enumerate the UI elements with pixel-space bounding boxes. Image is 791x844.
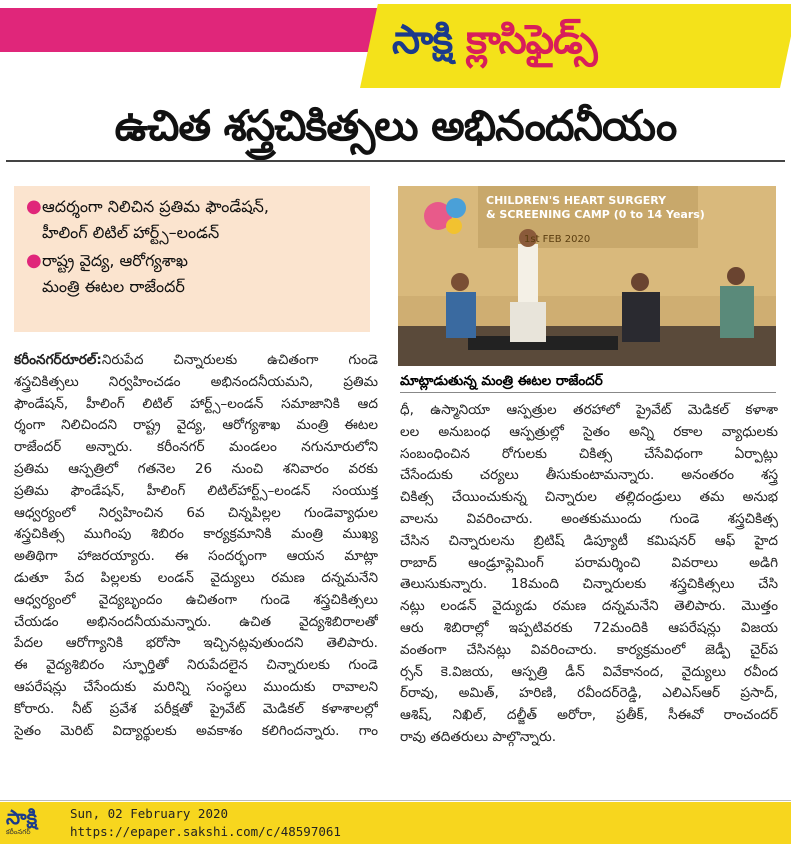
- article-line: రావు తదితరులు పాల్గొన్నారు.: [400, 728, 557, 745]
- highlight-item: [26, 194, 360, 246]
- article-line: చేయడం అభినందనీయమన్నారు. ఉచిత వైద్యశిబిరాలతో: [14, 613, 378, 630]
- article-line: అతిథిగా హాజరయ్యారు. ఈ సందర్భంగా ఆయన మాట్లా: [14, 548, 378, 565]
- article-line: ఆధ్వర్యంలో నిర్వహించిన 6వ చిన్నపిల్లల గుండెవ్యాధుల: [14, 504, 378, 521]
- article-line: సంబంధించిన రోగులకు చికిత్స చేసేవిధంగా ఏర్పాట్లు: [400, 445, 778, 462]
- bullet-dot-icon: ●: [26, 250, 42, 271]
- article-line: రాజేందర్ అన్నారు. కరీంనగర్ మండలం నగునూరులోని: [14, 439, 378, 456]
- article-line: చేసిన చిన్నారులను బ్రిటిష్ డిప్యూటీ కమిషనర్ ఆఫ్ హైద: [400, 532, 778, 549]
- article-line: తెలుసుకున్నారు. 18మంది చిన్నారులకు శస్త్రచికిత్సలు చేసి: [400, 576, 778, 593]
- article-line: లల అనుబంధ ఆస్పత్రుల్లో సైతం అన్ని రకాల వ్యాధులకు: [400, 423, 778, 440]
- header-magenta-bar: [0, 8, 410, 52]
- article-column-right: [400, 400, 778, 749]
- article-line: ధీ, ఉస్మానియా ఆస్పత్రుల తరహాలో ప్రైవేట్ మెడికల్ కళాశా: [400, 402, 778, 418]
- article-line-text: నిరుపేద చిన్నారులకు ఉచితంగా గుండె: [101, 352, 378, 368]
- bullet-dot-icon: ●: [26, 196, 42, 217]
- article-line: ఫౌండేషన్, హీలింగ్ లిటిల్ హార్ట్స్–లండన్ సమాజానికి ఆద: [14, 395, 378, 412]
- photo-date: 1st FEB 2020: [524, 234, 591, 245]
- footer-date: Sun, 02 February 2020: [70, 806, 229, 821]
- photo-banner-line: & SCREENING CAMP (0 to 14 Years): [486, 208, 705, 221]
- article-line: కోరారు. నీట్ ప్రవేశ పరీక్షతో ప్రైవేట్ మెడికల్ కళాశాలల్లో: [14, 700, 378, 717]
- article-line: పేదల ఆరోగ్యానికి భరోసా ఇచ్చినట్లవుతుందని తెలిపారు.: [14, 635, 378, 652]
- article-line: చేసేందుకు చర్యలు తీసుకుంటామన్నారు. అనంతరం శస్త్ర: [400, 467, 778, 484]
- headline-rule: [6, 160, 785, 162]
- footer-edition: కరీంనగర్: [6, 828, 31, 836]
- article-line: ర్సన్ కె.విజయ, ఆస్పత్రి డీన్ వివేకానంద, వైద్యులు రవీంద: [400, 663, 778, 680]
- footer-logo: [6, 806, 62, 840]
- photo-banner: [486, 194, 705, 222]
- footer-url-link[interactable]: https://epaper.sakshi.com/c/48597061: [70, 824, 341, 839]
- footer-brand: సాక్షి: [6, 805, 38, 829]
- article-column-left: [14, 350, 378, 742]
- headline: ఉచిత శస్త్రచికిత్సలు అభినందనీయం: [114, 101, 677, 150]
- highlights-box: [14, 186, 370, 332]
- article-line: డుతూ పేద పిల్లలకు లండన్ వైద్యులు రమణ దన్నమనేని: [14, 569, 378, 586]
- article-line: ఆపరేషన్లు చేసేందుకు మరిన్ని సంస్థలు ముందుకు రావాలని: [14, 678, 378, 695]
- article-line: ప్రతిమ ఫౌండేషన్, హీలింగ్ లిటిల్‌హార్ట్స్–లండన్ సంయుక్త: [14, 482, 378, 499]
- article-line: రాబాద్ ఆండ్రూఫ్లెమింగ్ పరామర్శించి వివరాలు అడిగి: [400, 554, 778, 571]
- article-line: ర్శంగా నిలిచిందని రాష్ట్ర వైద్య, ఆరోగ్యశాఖ మంత్రి ఈటల: [14, 417, 378, 434]
- article-line: ప్రతిమ ఆస్పత్రిలో గతనెల 26 నుంచి శనివారం వరకు: [14, 460, 378, 477]
- article-line: సైతం మెరిట్ విద్యార్థులకు అవకాశం కలిగిందన్నారు. గాం: [14, 722, 378, 739]
- caption-rule: [400, 392, 776, 393]
- article-line: ర్‌రావు, అమిత్, హరిణి, రవీందర్‌రెడ్డి, ఎలిఎస్ఆర్ ప్రసాద్,: [400, 685, 778, 702]
- article-line: [14, 350, 378, 372]
- article-line: శస్త్రచికిత్స ముగింపు శిబిరం కార్యక్రమానికి మంత్రి ముఖ్య: [14, 526, 378, 543]
- article-line: వాలను వివరించారు. అంతకుముందు గుండె శస్త్రచికిత్స: [400, 510, 778, 527]
- footer-bar: [0, 802, 791, 844]
- event-photo: [398, 186, 776, 366]
- masthead-brand: సాక్షి: [392, 17, 453, 63]
- article-line: చికిత్స చేయించుకున్న చిన్నారుల తల్లిదండ్రులు తమ అనుభ: [400, 489, 778, 506]
- photo-banner-line: CHILDREN'S HEART SURGERY: [486, 194, 667, 207]
- photo-caption: మాట్లాడుతున్న మంత్రి ఈటల రాజేందర్: [400, 373, 603, 389]
- article-line: ఆధ్వర్యంలో వైద్యబృందం ఉచితంగా గుండె శస్త్రచికిత్సలు: [14, 591, 378, 608]
- article-line: ఆశిష్, నిఖిల్, దల్జీత్ అరోరా, ప్రతీక్, సీఈవో రాంచందర్: [400, 707, 778, 724]
- highlight-item: [26, 248, 360, 300]
- masthead: [392, 8, 772, 82]
- article-line: వంతంగా చేసినట్లు వివరించారు. కార్యక్రమంలో జెడ్పీ చైర్‌ప: [400, 641, 778, 658]
- footer-rule: [0, 800, 791, 801]
- highlight-text: ఆదర్శంగా నిలిచిన ప్రతిమ ఫౌండేషన్, హీలింగ్ లిటిల్ హార్ట్స్–లండన్: [42, 197, 269, 242]
- article-dateline: కరీంనగర్‌రూరల్:: [14, 352, 102, 368]
- highlight-text: రాష్ట్ర వైద్య, ఆరోగ్యశాఖ మంత్రి ఈటల రాజేందర్: [42, 251, 188, 296]
- article-line: ఈ వైద్యశిబిరం స్ఫూర్తితో నిరుపేదలైన చిన్నారులకు గుండె: [14, 657, 378, 674]
- article-line: ఆరు శిబిరాల్లో ఇప్పటివరకు 72మందికి ఆపరేషన్లు విజయ: [400, 619, 778, 636]
- article-line: నట్లు లండన్ వైద్యుడు రమణ దన్నమనేని తెలిపారు. మొత్తం: [400, 598, 778, 615]
- masthead-section-title: క్లాసిఫైడ్స్: [466, 17, 597, 63]
- article-line: శస్త్రచికిత్సలు నిర్వహించడం అభినందనీయమని, ప్రతిమ: [14, 373, 378, 390]
